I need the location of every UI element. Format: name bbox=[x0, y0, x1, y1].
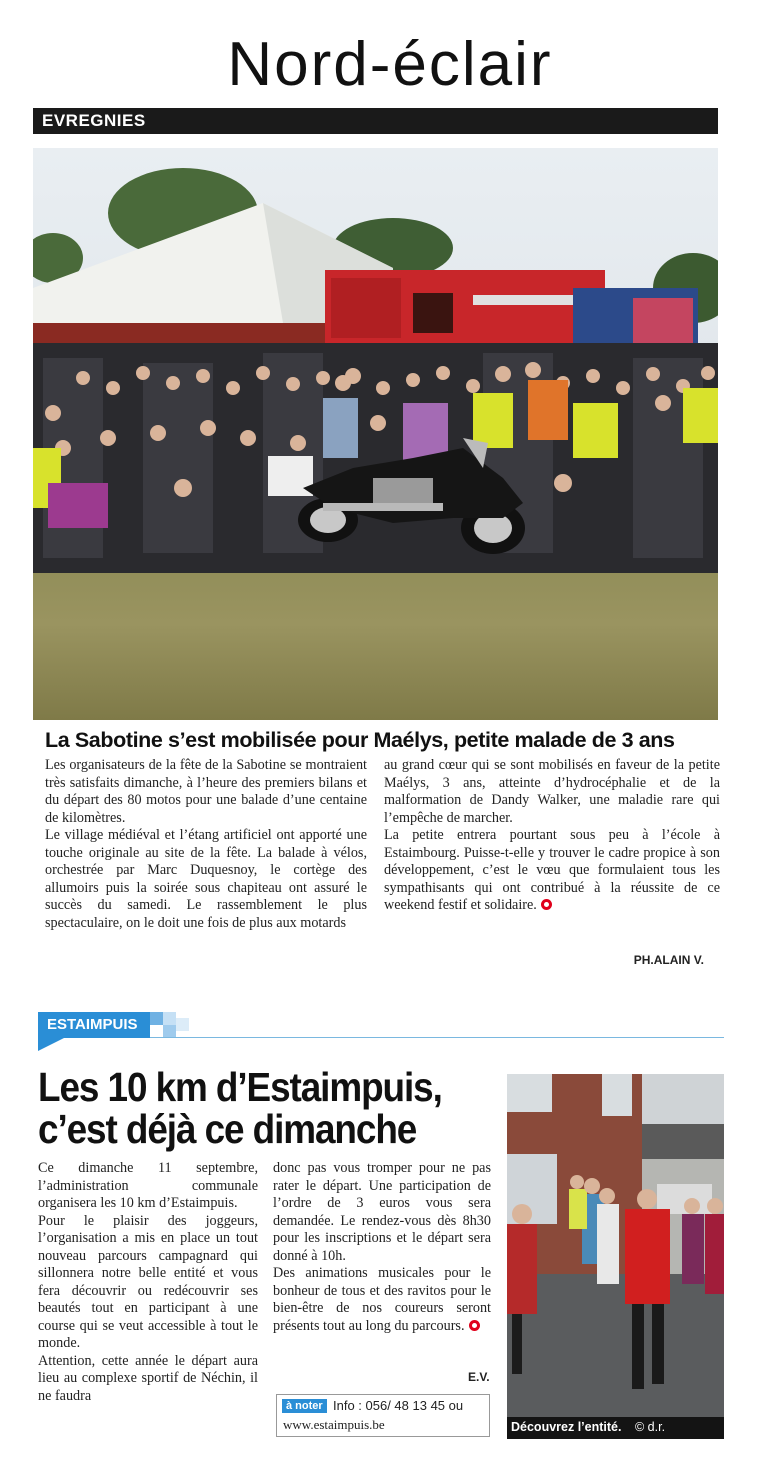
paragraph: Attention, cette année le départ aura lieu au complexe sportif de Néchin, il ne faudra bbox=[38, 1352, 258, 1404]
paragraph-text: Des animations musicales pour le bonheur de tous et des ravitos pour le bien-être de nos coureurs seront présents tout au long du parcours. bbox=[273, 1265, 491, 1334]
masthead: Nord-éclair bbox=[227, 30, 553, 99]
paragraph: Pour le plaisir des joggeurs, l’organisation a mis en place un tout nouveau parcours campagnard qui sillonnera notre belle entité et vous fera découvrir ou redécouvrir ses beautés tout en participant à une course qui se veut accessible à tout le monde. bbox=[38, 1212, 258, 1351]
paragraph bbox=[384, 827, 720, 915]
section-rule bbox=[150, 1037, 724, 1038]
decorative-square bbox=[176, 1018, 189, 1031]
article2-column-2 bbox=[273, 1160, 491, 1335]
article1-column-1 bbox=[45, 757, 367, 932]
article1-headline: La Sabotine s’est mobilisée pour Maélys, petite malade de 3 ans bbox=[45, 728, 675, 752]
end-mark-icon bbox=[541, 899, 552, 910]
decorative-square bbox=[163, 1012, 176, 1025]
article1-photo bbox=[33, 148, 718, 720]
paragraph: Ce dimanche 11 septembre, l’administration communale organisera les 10 km d’Estaimpuis. bbox=[38, 1160, 258, 1211]
caption-text: Découvrez l’entité. bbox=[511, 1420, 622, 1434]
tab-notch bbox=[38, 1038, 64, 1051]
caption-credit: © d.r. bbox=[635, 1420, 666, 1434]
info-phone: Info : 056/ 48 13 45 ou bbox=[333, 1398, 464, 1413]
paragraph bbox=[273, 1265, 491, 1335]
paragraph-text: La petite entrera pourtant sous peu à l’école à Estaimbourg. Puisse-t-elle y trouver le cadre propice à son développement, c’est le vœu que formulaient tous les sympathisants qui ont contribué à la réussite de ce weekend festif et solidaire. bbox=[384, 827, 720, 913]
end-mark-icon bbox=[469, 1320, 480, 1331]
info-website-link[interactable]: www.estaimpuis.be bbox=[283, 1417, 385, 1432]
paragraph: donc pas vous tromper pour ne pas rater le départ. Une participation de l’ordre de 3 euros vous sera demandée. Le rendez-vous dès 8h30 pour les inscriptions et le départ sera donné à 10h. bbox=[273, 1160, 491, 1264]
section-bar-evregnies bbox=[33, 108, 718, 134]
decorative-square bbox=[150, 1012, 163, 1025]
section-label: ESTAIMPUIS bbox=[47, 1016, 138, 1033]
headline-line: Les 10 km d’Estaimpuis, bbox=[38, 1064, 442, 1110]
author-credit: E.V. bbox=[468, 1370, 490, 1384]
paragraph: Les organisateurs de la fête de la Sabotine se montraient très satisfaits dimanche, à l’heure des premiers bilans et du départ des 80 motos pour une balade d’une centaine de kilomètres. bbox=[45, 757, 367, 826]
article2-headline bbox=[38, 1066, 452, 1150]
info-badge: à noter bbox=[282, 1399, 327, 1413]
info-box bbox=[276, 1394, 490, 1437]
article1-column-2 bbox=[384, 757, 720, 915]
paragraph: Le village médiéval et l’étang artificiel ont apporté une touche originale au site de la fête. La balade à vélos, orchestrée par Marc Duquesnoy, le cortège des allumoirs puis la soirée sous chapiteau ont assuré le succès du samedi. Le rassemblement le plus spectaculaire, on le doit une fois de plus aux motards bbox=[45, 827, 367, 931]
photo-credit: PH.ALAIN V. bbox=[633, 953, 704, 967]
photo-caption bbox=[507, 1417, 724, 1439]
headline-line: c’est déjà ce dimanche bbox=[38, 1106, 417, 1152]
section-label: EVREGNIES bbox=[42, 111, 146, 130]
article2-column-1 bbox=[38, 1160, 258, 1405]
paragraph: au grand cœur qui se sont mobilisés en faveur de la petite Maélys, 3 ans, atteinte d’hydrocéphalie et de la malformation de Dandy Walker, une maladie rare qui l’empêche de marcher. bbox=[384, 757, 720, 826]
section-label-box bbox=[38, 1012, 150, 1038]
article2-photo bbox=[507, 1074, 724, 1439]
